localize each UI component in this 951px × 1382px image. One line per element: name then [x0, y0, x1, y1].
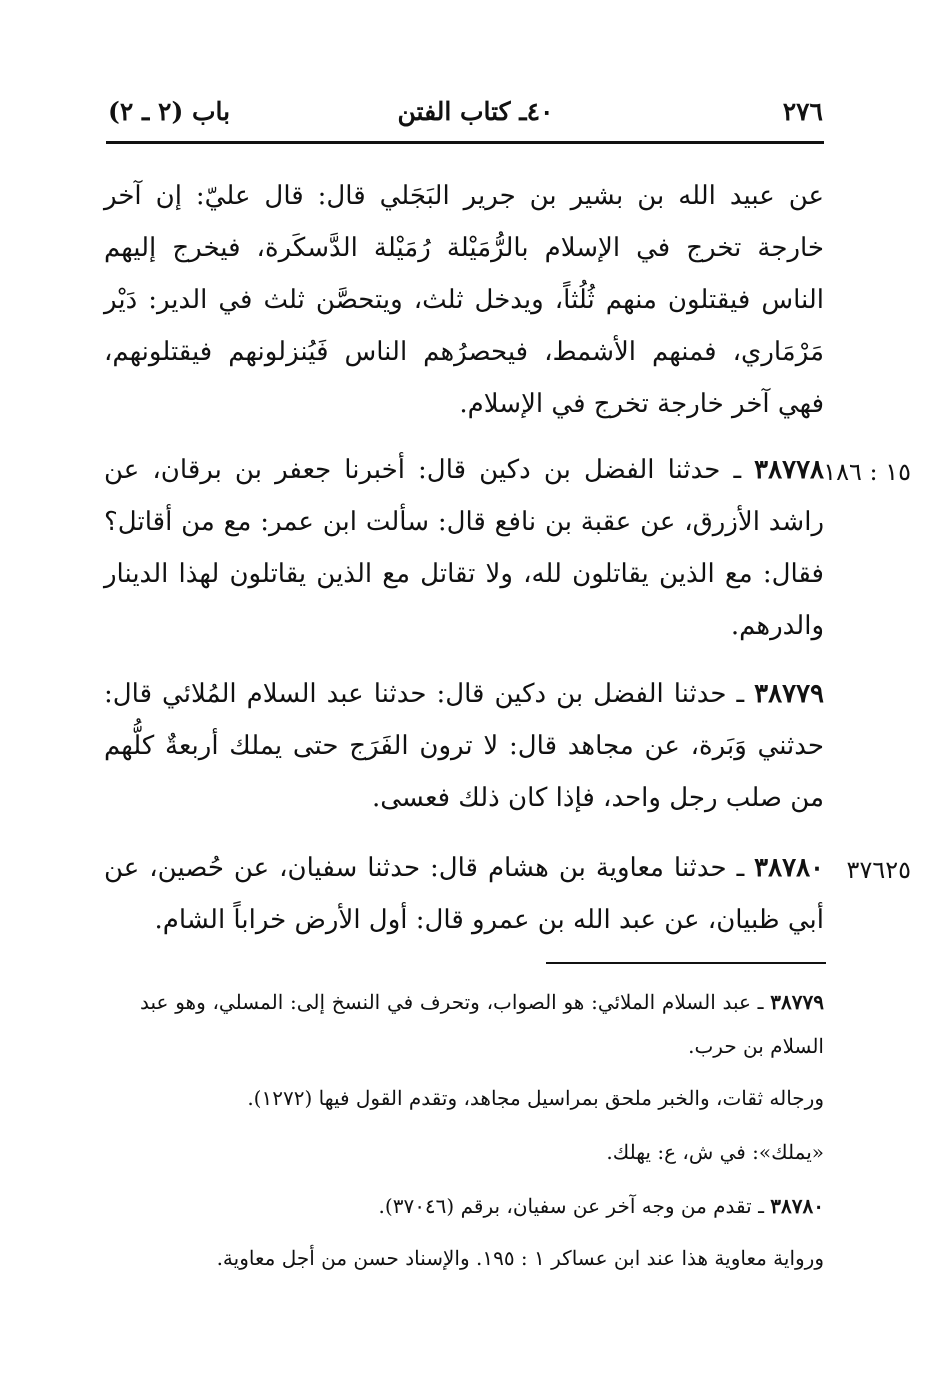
- hadith-text: عن عبيد الله بن بشير بن جرير البَجَلي قال: قال عليّ: إن آخر خارجة تخرج في الإسلام بالرُّمَيْلة رُمَيْلة الدَّسكَرة، فيخرج إليهم الناس فيقتلون منهم ثُلُثاً، ويدخل ثلث، ويتحصَّن ثلث في الدير: دَيْر مَرْمَاري، فمنهم الأشمط، فيحصرُهم الناس فَيُنزلونهم فيقتلونهم، فهي آخر خارجة تخرج في الإسلام.: [104, 181, 824, 419]
- paragraph-continuation: [104, 170, 824, 430]
- footnote-rule: [546, 962, 826, 964]
- chapter-label: باب (٢ ـ ٢): [108, 97, 231, 126]
- hadith-38778: [104, 444, 824, 652]
- footnote: [140, 1236, 824, 1280]
- footnote-number: ٣٨٧٨٠: [770, 1194, 824, 1218]
- footnote-number: ٣٨٧٧٩: [770, 990, 824, 1014]
- footnote-text: ورجاله ثقات، والخبر ملحق بمراسيل مجاهد، وتقدم القول فيها (١٢٧٢).: [247, 1086, 824, 1110]
- footnote-text: ـ تقدم من وجه آخر عن سفيان، برقم (٣٧٠٤٦).: [378, 1194, 771, 1218]
- footnote-text: ـ عبد السلام الملائي: هو الصواب، وتحرف في النسخ إلى: المسلي، وهو عبد السلام بن حرب.: [140, 990, 824, 1058]
- hadith-number: ٣٨٧٧٩: [754, 679, 824, 709]
- margin-reference: ٣٧٦٢٥: [846, 856, 911, 884]
- footnote: [140, 1130, 824, 1174]
- hadith-38780: [104, 842, 824, 946]
- footnote: [140, 1076, 824, 1120]
- header-rule: [106, 141, 824, 144]
- hadith-text: ـ حدثنا الفضل بن دكين قال: حدثنا عبد السلام المُلائي قال: حدثني وَبَرة، عن مجاهد قال: لا ترون الفَرَج حتى يملك أربعةٌ كلُّهم من صلب رجل واحد، فإذا كان ذلك فعسى.: [104, 679, 824, 813]
- footnote: [140, 1184, 824, 1228]
- margin-reference: ١٥ : ١٨٦: [823, 458, 911, 486]
- page-number: ٢٧٦: [782, 97, 823, 126]
- hadith-number: ٣٨٧٨٠: [754, 853, 824, 883]
- footnote-text: ورواية معاوية هذا عند ابن عساكر ١ : ١٩٥. والإسناد حسن من أجل معاوية.: [216, 1246, 824, 1270]
- hadith-text: ـ حدثنا معاوية بن هشام قال: حدثنا سفيان، عن حُصين، عن أبي ظبيان، عن عبد الله بن عمرو قال: أول الأرض خراباً الشام.: [104, 853, 824, 935]
- hadith-text: ـ حدثنا الفضل بن دكين قال: أخبرنا جعفر بن برقان، عن راشد الأزرق، عن عقبة بن نافع قال: سألت ابن عمر: مع من أقاتل؟ فقال: مع الذين يقاتلون لله، ولا تقاتل مع الذين يقاتلون لهذا الدينار والدرهم.: [104, 455, 824, 641]
- book-title: ٤٠ـ كتاب الفتن: [397, 97, 554, 126]
- footnote: [140, 980, 824, 1068]
- footnote-text: «يملك»: في ش، ع: يهلك.: [606, 1140, 824, 1164]
- hadith-38779: [104, 668, 824, 824]
- hadith-number: ٣٨٧٧٨: [754, 455, 824, 485]
